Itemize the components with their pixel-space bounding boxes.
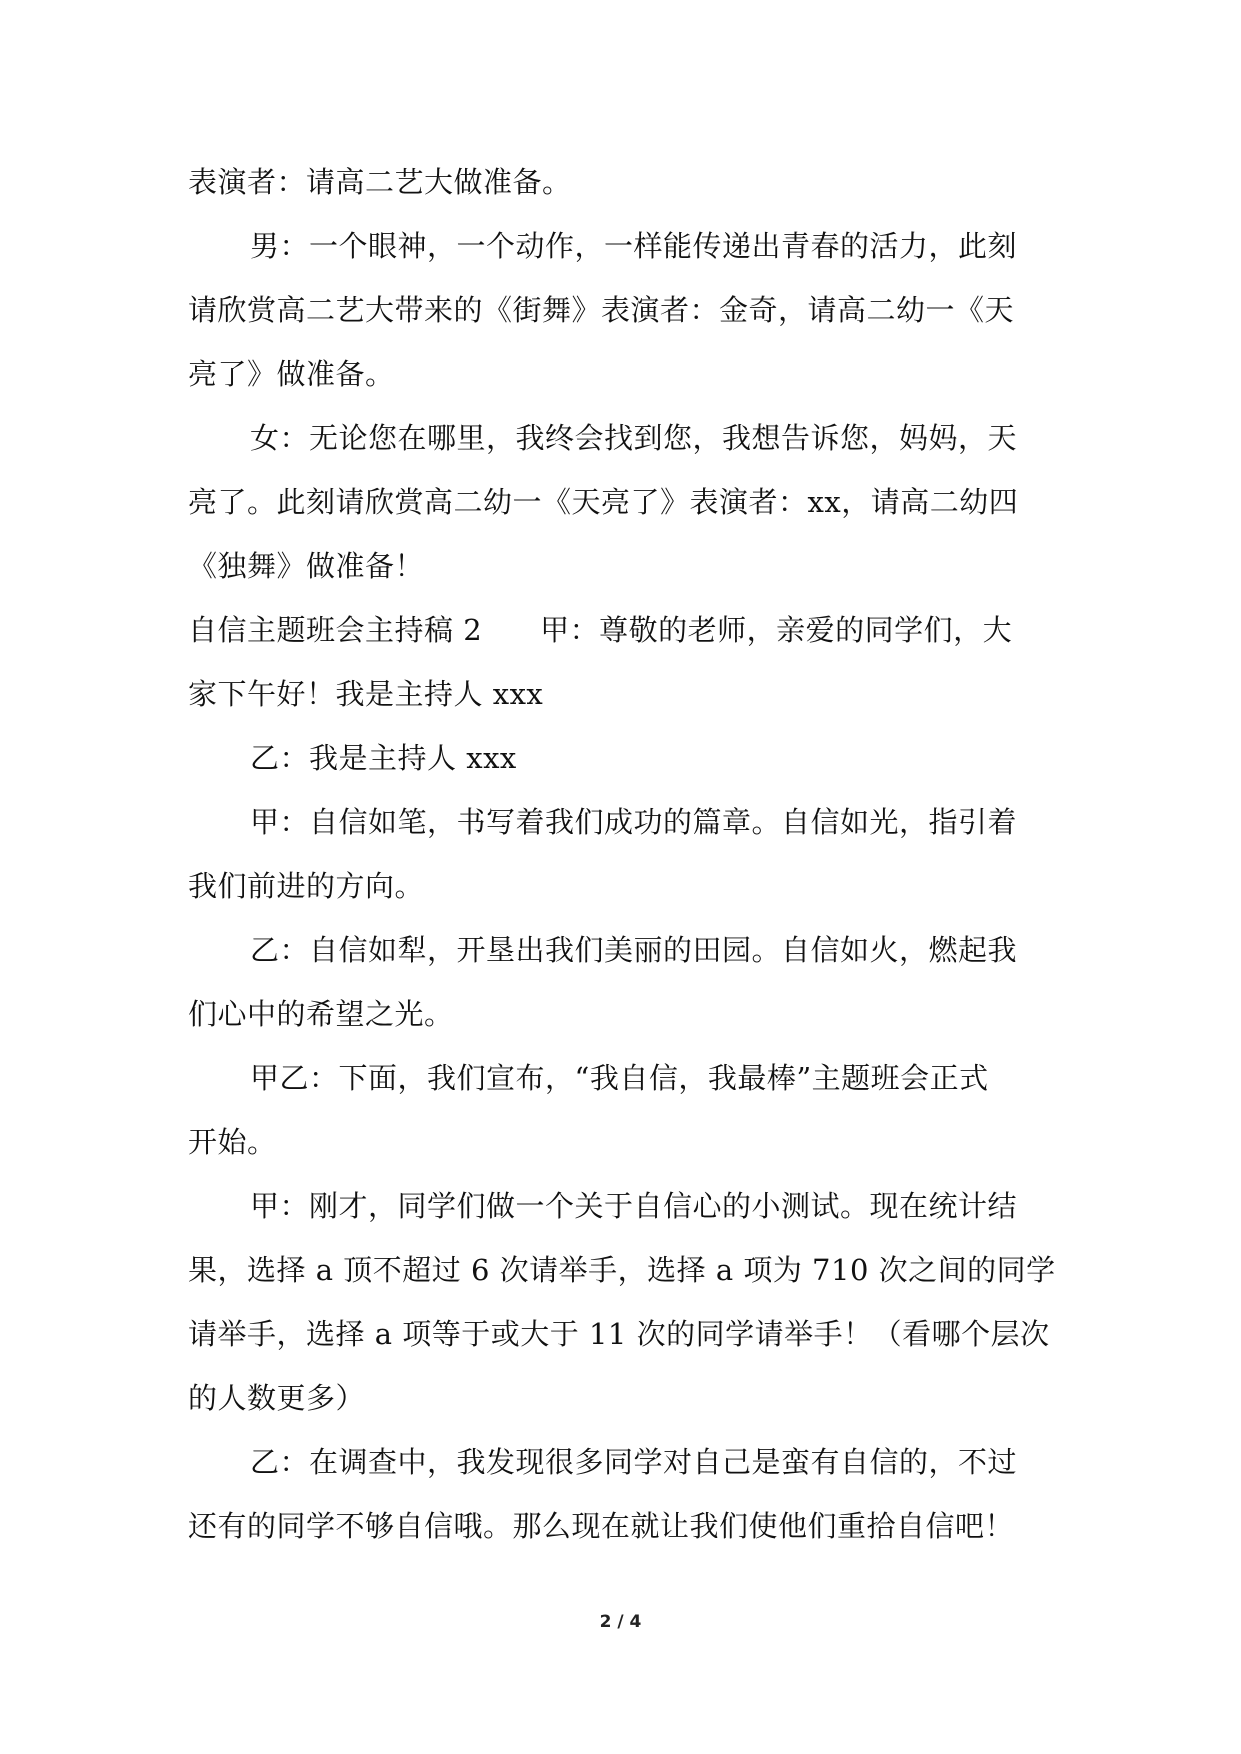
text-line: 乙：自信如犁，开垦出我们美丽的田园。自信如火，燃起我 (250, 933, 1018, 967)
text-line: 还有的同学不够自信哦。那么现在就让我们使他们重拾自信吧！ (188, 1509, 1015, 1543)
text-line: 甲乙：下面，我们宣布，“我自信，我最棒”主题班会正式 (250, 1061, 989, 1095)
text-line: 甲：自信如笔，书写着我们成功的篇章。自信如光，指引着 (250, 805, 1018, 839)
text-line: 乙：我是主持人 xxx (250, 741, 517, 775)
text-line: 表演者：请高二艺大做准备。 (188, 165, 572, 199)
text-line: 乙：在调查中，我发现很多同学对自己是蛮有自信的，不过 (250, 1445, 1018, 1479)
text-line: 开始。 (188, 1125, 277, 1159)
section-heading-line (188, 598, 1058, 662)
document-body (188, 150, 1058, 1558)
text-line: 亮了。此刻请欣赏高二幼一《天亮了》表演者：xx，请高二幼四 (188, 485, 1019, 519)
text-line: 亮了》做准备。 (188, 357, 395, 391)
text-line: 我们前进的方向。 (188, 869, 425, 903)
text-line: 的人数更多） (188, 1381, 366, 1415)
text-line: 请欣赏高二艺大带来的《街舞》表演者：金奇，请高二幼一《天 (188, 293, 1015, 327)
text-line: 男：一个眼神，一个动作，一样能传递出青春的活力，此刻 (250, 229, 1018, 263)
text-line: 果，选择 a 顶不超过 6 次请举手，选择 a 项为 710 次之间的同学 (188, 1253, 1056, 1287)
text-line: 请举手，选择 a 项等于或大于 11 次的同学请举手！（看哪个层次 (188, 1317, 1050, 1351)
text-line: 甲：刚才，同学们做一个关于自信心的小测试。现在统计结 (250, 1189, 1018, 1223)
section-first-line: 甲：尊敬的老师，亲爱的同学们，大 (540, 613, 1013, 647)
text-line: 女：无论您在哪里，我终会找到您，我想告诉您，妈妈，天 (250, 421, 1018, 455)
text-line: 《独舞》做准备！ (188, 549, 425, 583)
text-line: 们心中的希望之光。 (188, 997, 454, 1031)
section-title: 自信主题班会主持稿 2 (188, 613, 483, 647)
text-line: 家下午好！我是主持人 xxx (188, 677, 544, 711)
page-number: 2 / 4 (599, 1612, 642, 1632)
